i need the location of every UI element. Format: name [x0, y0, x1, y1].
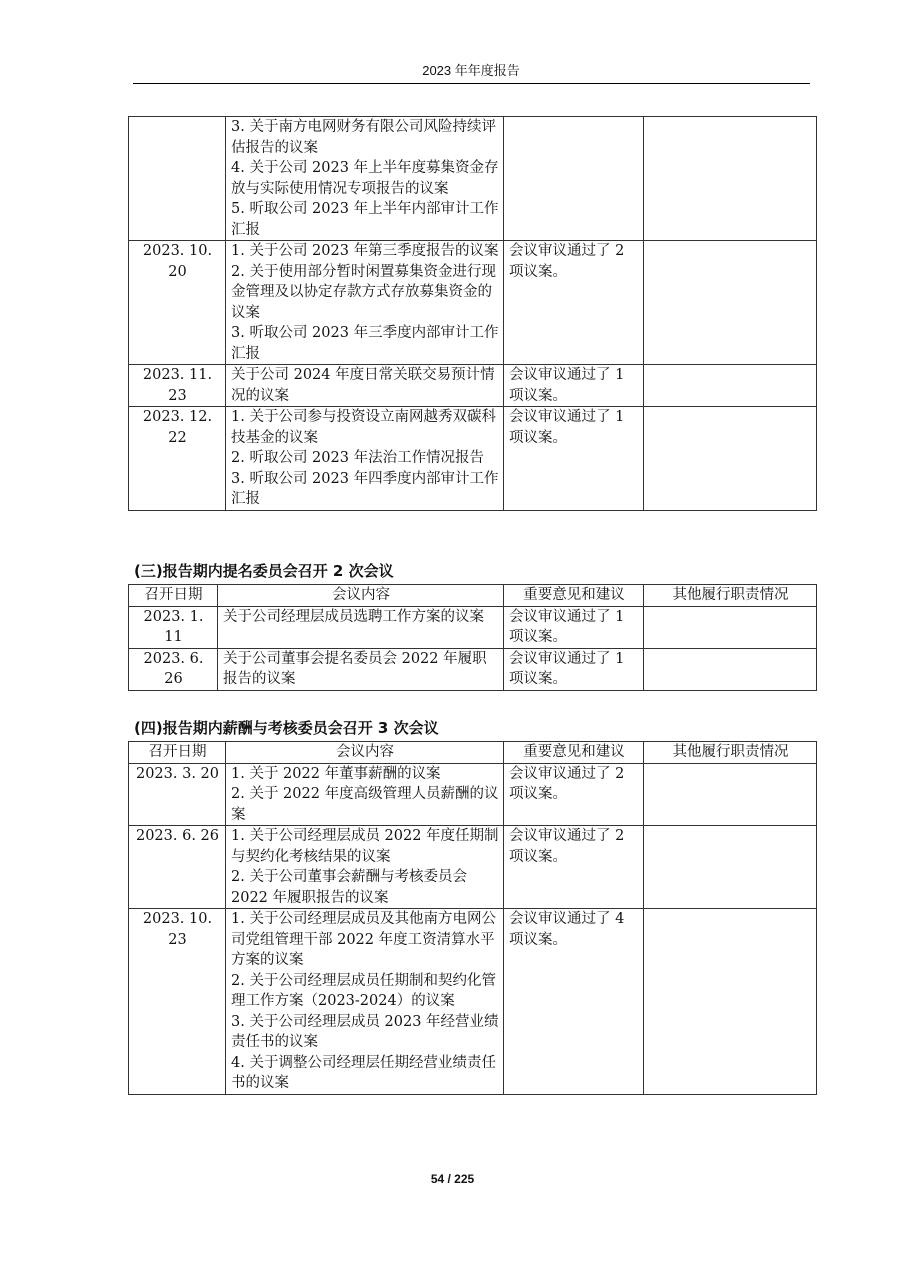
table-row [129, 826, 817, 909]
other-duties [644, 117, 817, 241]
header-other: 其他履行职责情况 [644, 742, 817, 764]
table-row [129, 763, 817, 826]
meeting-date: 2023. 12. 22 [129, 407, 226, 511]
meeting-content [218, 648, 504, 690]
nomination-committee-table [128, 584, 817, 691]
remuneration-committee-title: (四)报告期内薪酬与考核委员会召开 3 次会议 [134, 719, 439, 737]
page-number: 54 / 225 [430, 1172, 475, 1186]
header-opinion: 重要意见和建议 [504, 585, 644, 607]
other-duties [644, 365, 817, 407]
meeting-date: 2023. 6. 26 [129, 648, 218, 690]
agenda-item: 关于公司经理层成员选聘工作方案的议案 [223, 608, 484, 625]
page-header: 2023 年年度报告 [422, 63, 520, 78]
agenda-item: 2. 关于使用部分暂时闲置募集资金进行现金管理及以协定存款方式存放募集资金的议案 [231, 263, 496, 321]
table-header-row [129, 585, 817, 607]
agenda-item: 2. 关于 2022 年度高级管理人员薪酬的议案 [231, 786, 499, 823]
table-row [129, 241, 817, 365]
header-other: 其他履行职责情况 [644, 585, 817, 607]
header-divider [133, 83, 810, 84]
meeting-date: 2023. 11. 23 [129, 365, 226, 407]
agenda-item: 1. 关于公司参与投资设立南网越秀双碳科技基金的议案 [231, 409, 496, 446]
agenda-item: 2. 关于公司董事会薪酬与考核委员会 2022 年履职报告的议案 [231, 869, 467, 906]
table-row [129, 407, 817, 511]
meeting-opinion: 会议审议通过了 1 项议案。 [504, 365, 644, 407]
header-date: 召开日期 [129, 742, 226, 764]
other-duties [644, 407, 817, 511]
meeting-date [129, 117, 226, 241]
meeting-date: 2023. 10. 23 [129, 909, 226, 1095]
meeting-content [226, 826, 504, 909]
meeting-content [226, 763, 504, 826]
table-row [129, 365, 817, 407]
other-duties [644, 648, 817, 690]
meeting-opinion: 会议审议通过了 1 项议案。 [504, 606, 644, 648]
other-duties [644, 241, 817, 365]
meeting-content [226, 365, 504, 407]
agenda-item: 5. 听取公司 2023 年上半年内部审计工作汇报 [231, 201, 499, 238]
meeting-opinion: 会议审议通过了 1 项议案。 [504, 648, 644, 690]
audit-committee-table-continued [128, 116, 817, 511]
meeting-content [218, 606, 504, 648]
agenda-item: 2. 关于公司经理层成员任期制和契约化管理工作方案（2023-2024）的议案 [231, 972, 496, 1009]
meeting-opinion: 会议审议通过了 1 项议案。 [504, 407, 644, 511]
meeting-opinion: 会议审议通过了 2 项议案。 [504, 763, 644, 826]
header-content: 会议内容 [226, 742, 504, 764]
table-row [129, 606, 817, 648]
agenda-item: 3. 听取公司 2023 年三季度内部审计工作汇报 [231, 325, 499, 362]
nomination-committee-title: (三)报告期内提名委员会召开 2 次会议 [134, 562, 394, 580]
other-duties [644, 763, 817, 826]
meeting-content [226, 407, 504, 511]
agenda-item: 关于公司董事会提名委员会 2022 年履职报告的议案 [223, 650, 487, 687]
meeting-date: 2023. 10. 20 [129, 241, 226, 365]
meeting-content [226, 117, 504, 241]
meeting-content [226, 241, 504, 365]
header-opinion: 重要意见和建议 [504, 742, 644, 764]
other-duties [644, 606, 817, 648]
agenda-item: 1. 关于公司经理层成员 2022 年度任期制与契约化考核结果的议案 [231, 828, 499, 865]
agenda-item: 1. 关于 2022 年董事薪酬的议案 [231, 765, 441, 782]
table-row [129, 117, 817, 241]
agenda-item: 4. 关于公司 2023 年上半年度募集资金存放与实际使用情况专项报告的议案 [231, 160, 499, 197]
agenda-item: 2. 听取公司 2023 年法治工作情况报告 [231, 450, 485, 466]
meeting-content [226, 909, 504, 1095]
other-duties [644, 909, 817, 1095]
meeting-date: 2023. 1. 11 [129, 606, 218, 648]
agenda-item: 1. 关于公司 2023 年第三季度报告的议案 [231, 243, 499, 259]
table-row [129, 909, 817, 1095]
agenda-item: 3. 听取公司 2023 年四季度内部审计工作汇报 [231, 470, 499, 507]
remuneration-committee-table [128, 741, 817, 1095]
table-header-row [129, 742, 817, 764]
meeting-date: 2023. 3. 20 [129, 763, 226, 826]
table-row [129, 648, 817, 690]
agenda-item: 3. 关于南方电网财务有限公司风险持续评估报告的议案 [231, 119, 496, 156]
agenda-item: 1. 关于公司经理层成员及其他南方电网公司党组管理干部 2022 年度工资清算水平方案的议案 [231, 911, 496, 968]
meeting-opinion: 会议审议通过了 2 项议案。 [504, 826, 644, 909]
meeting-opinion [504, 117, 644, 241]
meeting-opinion: 会议审议通过了 4 项议案。 [504, 909, 644, 1095]
agenda-item: 3. 关于公司经理层成员 2023 年经营业绩责任书的议案 [231, 1013, 499, 1050]
header-content: 会议内容 [218, 585, 504, 607]
header-date: 召开日期 [129, 585, 218, 607]
other-duties [644, 826, 817, 909]
agenda-item: 关于公司 2024 年度日常关联交易预计情况的议案 [231, 367, 495, 404]
meeting-date: 2023. 6. 26 [129, 826, 226, 909]
agenda-item: 4. 关于调整公司经理层任期经营业绩责任书的议案 [231, 1054, 496, 1091]
meeting-opinion: 会议审议通过了 2 项议案。 [504, 241, 644, 365]
